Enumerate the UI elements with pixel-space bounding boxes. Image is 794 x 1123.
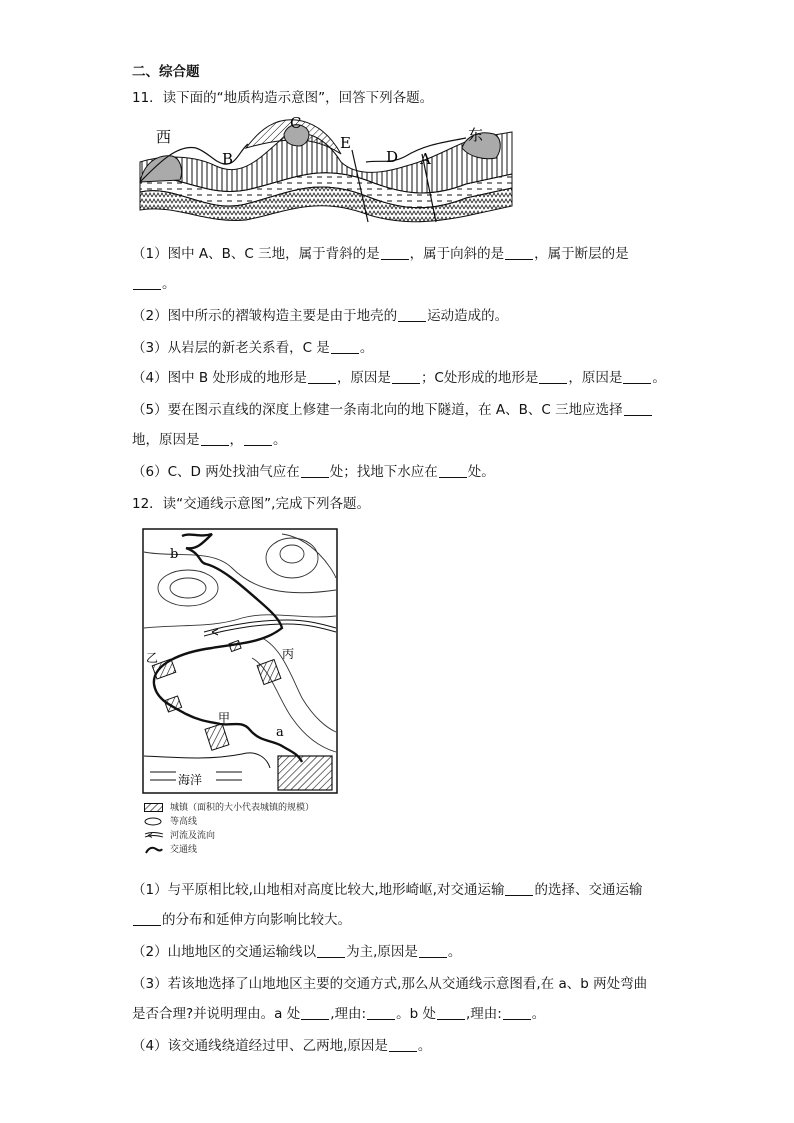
legend-river: 河流及流向	[144, 830, 215, 842]
q11-item-5: （5）要在图示直线的深度上修建一条南北向的地下隧道，在 A、B、C 三地应选择	[132, 400, 653, 420]
q12-item-3: （3）若该地选择了山地地区主要的交通方式,那么从交通线示意图看,在 a、b 两处弯曲	[132, 976, 648, 992]
answer-blank[interactable]	[505, 881, 533, 896]
geology-diagram	[136, 114, 516, 224]
q11-item-6: （6）C、D 两处找油气应在 处；找地下水应在 处。	[132, 464, 495, 480]
legend-town: 城镇（面积的大小代表城镇的规模）	[144, 802, 314, 814]
q11-item-1: （1）图中 A、B、C 三地，属于背斜的是 ，属于向斜的是 ，属于断层的是	[132, 246, 629, 262]
label-jia: 甲	[218, 711, 231, 725]
section-title: 二、综合题	[132, 64, 200, 80]
label-yi: 乙	[146, 651, 159, 665]
label-b-point: b	[170, 547, 179, 562]
answer-blank[interactable]	[201, 431, 229, 446]
q11-item-4: （4）图中 B 处形成的地形是 ，原因是 ；C处形成的地形是 ，原因是 。	[132, 370, 666, 386]
q11-stem: 11．读下面的“地质构造示意图”，回答下列各题。	[132, 90, 434, 106]
answer-blank[interactable]	[392, 369, 420, 384]
label-b: B	[222, 150, 234, 168]
answer-blank[interactable]	[624, 401, 652, 416]
label-e: E	[340, 134, 351, 152]
legend-contour: 等高线	[144, 816, 197, 828]
answer-blank[interactable]	[381, 245, 409, 260]
label-d: D	[386, 148, 399, 166]
hatched-box-icon	[144, 803, 164, 812]
contour-icon	[144, 817, 164, 826]
q11-item-2: （2）图中所示的褶皱构造主要是由于地壳的 运动造成的。	[132, 308, 509, 324]
legend-road: 交通线	[144, 844, 197, 856]
answer-blank[interactable]	[439, 463, 467, 478]
west-label: 西	[156, 128, 172, 146]
answer-blank[interactable]	[133, 275, 161, 290]
q11-item-1-cont: 。	[132, 274, 176, 294]
answer-blank[interactable]	[503, 1005, 531, 1020]
q12-stem: 12．读“交通线示意图”,完成下列各题。	[132, 496, 370, 512]
road-icon	[144, 845, 164, 854]
answer-blank[interactable]	[623, 369, 651, 384]
answer-blank[interactable]	[301, 1005, 329, 1020]
answer-blank[interactable]	[539, 369, 567, 384]
q12-item-4: （4）该交通线绕道经过甲、乙两地,原因是 。	[132, 1038, 432, 1054]
label-a: A	[420, 150, 431, 168]
answer-blank[interactable]	[505, 245, 533, 260]
label-c: C	[290, 114, 302, 132]
answer-blank[interactable]	[301, 463, 329, 478]
label-sea: 海洋	[178, 773, 203, 787]
answer-blank[interactable]	[389, 1037, 417, 1052]
answer-blank[interactable]	[308, 369, 336, 384]
answer-blank[interactable]	[244, 431, 272, 446]
q12-item-2: （2）山地地区的交通运输线以 为主,原因是 。	[132, 944, 462, 960]
q11-item-5-cont: 地，原因是 ， 。	[132, 432, 287, 448]
answer-blank[interactable]	[317, 943, 345, 958]
q12-item-1: （1）与平原相比较,山地相对高度比较大,地形崎岖,对交通运输 的选择、交通运输	[132, 882, 643, 898]
answer-blank[interactable]	[331, 339, 359, 354]
transport-map	[142, 528, 338, 794]
answer-blank[interactable]	[419, 943, 447, 958]
answer-blank[interactable]	[133, 911, 161, 926]
q11-item-3: （3）从岩层的新老关系看，C 是 。	[132, 340, 374, 356]
east-label: 东	[468, 126, 484, 144]
answer-blank[interactable]	[398, 307, 426, 322]
answer-blank[interactable]	[367, 1005, 395, 1020]
label-a-point: a	[276, 725, 284, 740]
q12-item-3-cont: 是否合理?并说明理由。a 处 ,理由: 。b 处 ,理由: 。	[132, 1006, 546, 1022]
label-bing: 丙	[282, 647, 295, 661]
q12-item-1-cont: 的分布和延伸方向影响比较大。	[132, 910, 351, 930]
river-icon	[144, 831, 164, 840]
answer-blank[interactable]	[437, 1005, 465, 1020]
